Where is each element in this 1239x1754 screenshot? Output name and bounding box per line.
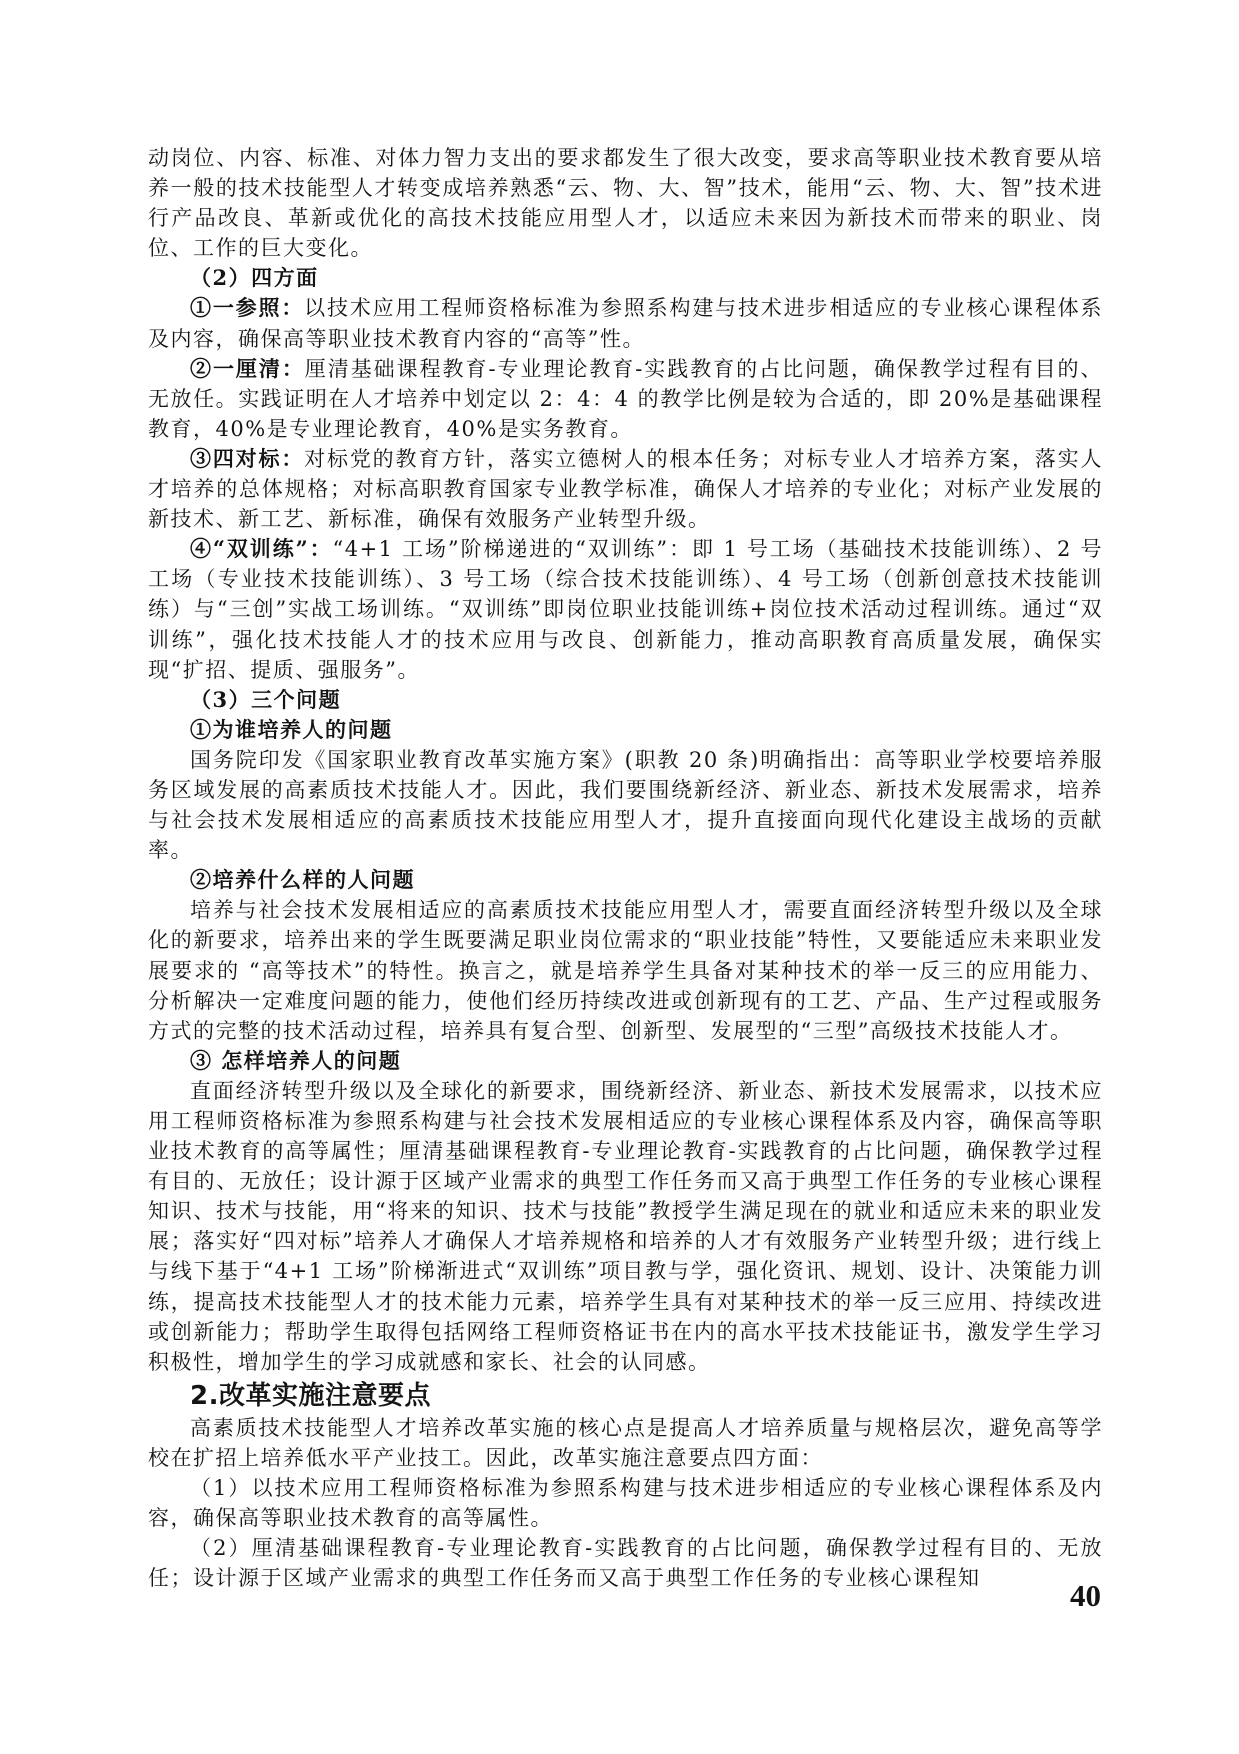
item-two-text: 厘清基础课程教育-专业理论教育-实践教育的占比问题，确保教学过程有目的、无放任。实践证明在人才培养中划定以 2：4：4 的教学比例是较为合适的，即 20%是基础课程教育，40%是专业理论教育，40%是实务教育。: [148, 356, 1103, 441]
section-two-intro: 高素质技术技能型人才培养改革实施的核心点是提高人才培养质量与规格层次，避免高等学校在扩招上培养低水平产业技工。因此，改革实施注意要点四方面：: [148, 1415, 1103, 1470]
item-four-benchmarks: [148, 444, 1103, 534]
item-four-lead: ④“双训练”：: [190, 536, 333, 562]
item-three-lead: ③四对标：: [190, 445, 305, 471]
question-three-text: 直面经济转型升级以及全球化的新要求，围绕新经济、新业态、新技术发展需求，以技术应用工程师资格标准为参照系构建与社会技术发展相适应的专业核心课程体系及内容，确保高等职业技术教育的高等属性；厘清基础课程教育-专业理论教育-实践教育的占比问题，确保教学过程有目的、无放任；设计源于区域产业需求的典型工作任务而又高于典型工作任务的专业核心课程知识、技术与技能，用“将来的知识、技术与技能”教授学生满足现在的就业和适应未来的职业发展；落实好“四对标”培养人才确保人才培养规格和培养的人才有效服务产业转型升级；进行线上与线下基于“4+1 工场”阶梯渐进式“双训练”项目教与学，强化资讯、规划、设计、决策能力训练，提高技术技能型人才的技术能力元素，培养学生具有对某种技术的举一反三应用、持续改进或创新能力；帮助学生取得包括网络工程师资格证书在内的高水平技术技能证书，激发学生学习积极性，增加学生的学习成就感和家长、社会的认同感。: [148, 1078, 1103, 1374]
body-text: [148, 143, 1103, 1593]
question-one-title: ①为谁培养人的问题: [190, 716, 393, 742]
item-dual-training: [148, 534, 1103, 684]
item-one-reference: [148, 293, 1103, 353]
section-two-point-two: （2）厘清基础课程教育-专业理论教育-实践教育的占比问题，确保教学过程有目的、无放任；设计源于区域产业需求的典型工作任务而又高于典型工作任务的专业核心课程知: [148, 1536, 1103, 1591]
page-number: 40: [1070, 1578, 1101, 1613]
item-two-lead: ②一厘清：: [190, 355, 305, 381]
item-one-text: 以技术应用工程师资格标准为参照系构建与技术进步相适应的专业核心课程体系及内容，确保高等职业技术教育内容的“高等”性。: [148, 296, 1104, 351]
item-four-text: “4+1 工场”阶梯递进的“双训练”：即 1 号工场（基础技术技能训练）、2 号工场（专业技术技能训练）、3 号工场（综合技术技能训练）、4 号工场（创新创意技术技能训练）与“三创”实战工场训练。“双训练”即岗位职业技能训练+岗位技术活动过程训练。通过“双训练”，强化技术技能人才的技术应用与改良、创新能力，推动高职教育高质量发展，确保实现“扩招、提质、强服务”。: [148, 537, 1103, 682]
item-one-clarify: [148, 354, 1103, 444]
subheading-three-questions: （3）三个问题: [190, 686, 342, 712]
item-three-text: 对标党的教育方针，落实立德树人的根本任务；对标专业人才培养方案，落实人才培养的总体规格；对标高职教育国家专业教学标准，确保人才培养的专业化；对标产业发展的新技术、新工艺、新标准，确保有效服务产业转型升级。: [148, 446, 1104, 532]
item-one-lead: ①一参照：: [190, 295, 305, 321]
question-two-title: ②培养什么样的人问题: [190, 867, 415, 893]
section-two-point-one: （1）以技术应用工程师资格标准为参照系构建与技术进步相适应的专业核心课程体系及内容，确保高等职业技术教育的高等属性。: [148, 1476, 1103, 1531]
section-heading: 2.改革实施注意要点: [190, 1380, 431, 1411]
paragraph-continuation: 动岗位、内容、标准、对体力智力支出的要求都发生了很大改变，要求高等职业技术教育要从培养一般的技术技能型人才转变成培养熟悉“云、物、大、智”技术，能用“云、物、大、智”技术进行产品改良、革新或优化的高技术技能应用型人才，以适应未来因为新技术而带来的职业、岗位、工作的巨大变化。: [148, 146, 1103, 261]
question-two-text: 培养与社会技术发展相适应的高素质技术技能应用型人才，需要直面经济转型升级以及全球化的新要求，培养出来的学生既要满足职业岗位需求的“职业技能”特性，又要能适应未来职业发展要求的 “高等技术”的特性。换言之，就是培养学生具备对某种技术的举一反三的应用能力、分析解决一定难度问题的能力，使他们经历持续改进或创新现有的工艺、产品、生产过程或服务方式的完整的技术活动过程，培养具有复合型、创新型、发展型的“三型”高级技术技能人才。: [148, 898, 1103, 1043]
subheading-four-aspects: （2）四方面: [190, 265, 319, 291]
question-three-title: ③ 怎样培养人的问题: [190, 1047, 402, 1073]
question-one-text: 国务院印发《国家职业教育改革实施方案》(职教 20 条)明确指出：高等职业学校要培养服务区域发展的高素质技术技能人才。因此，我们要围绕新经济、新业态、新技术发展需求，培养与社会技术发展相适应的高素质技术技能应用型人才，提升直接面向现代化建设主战场的贡献率。: [148, 747, 1103, 863]
